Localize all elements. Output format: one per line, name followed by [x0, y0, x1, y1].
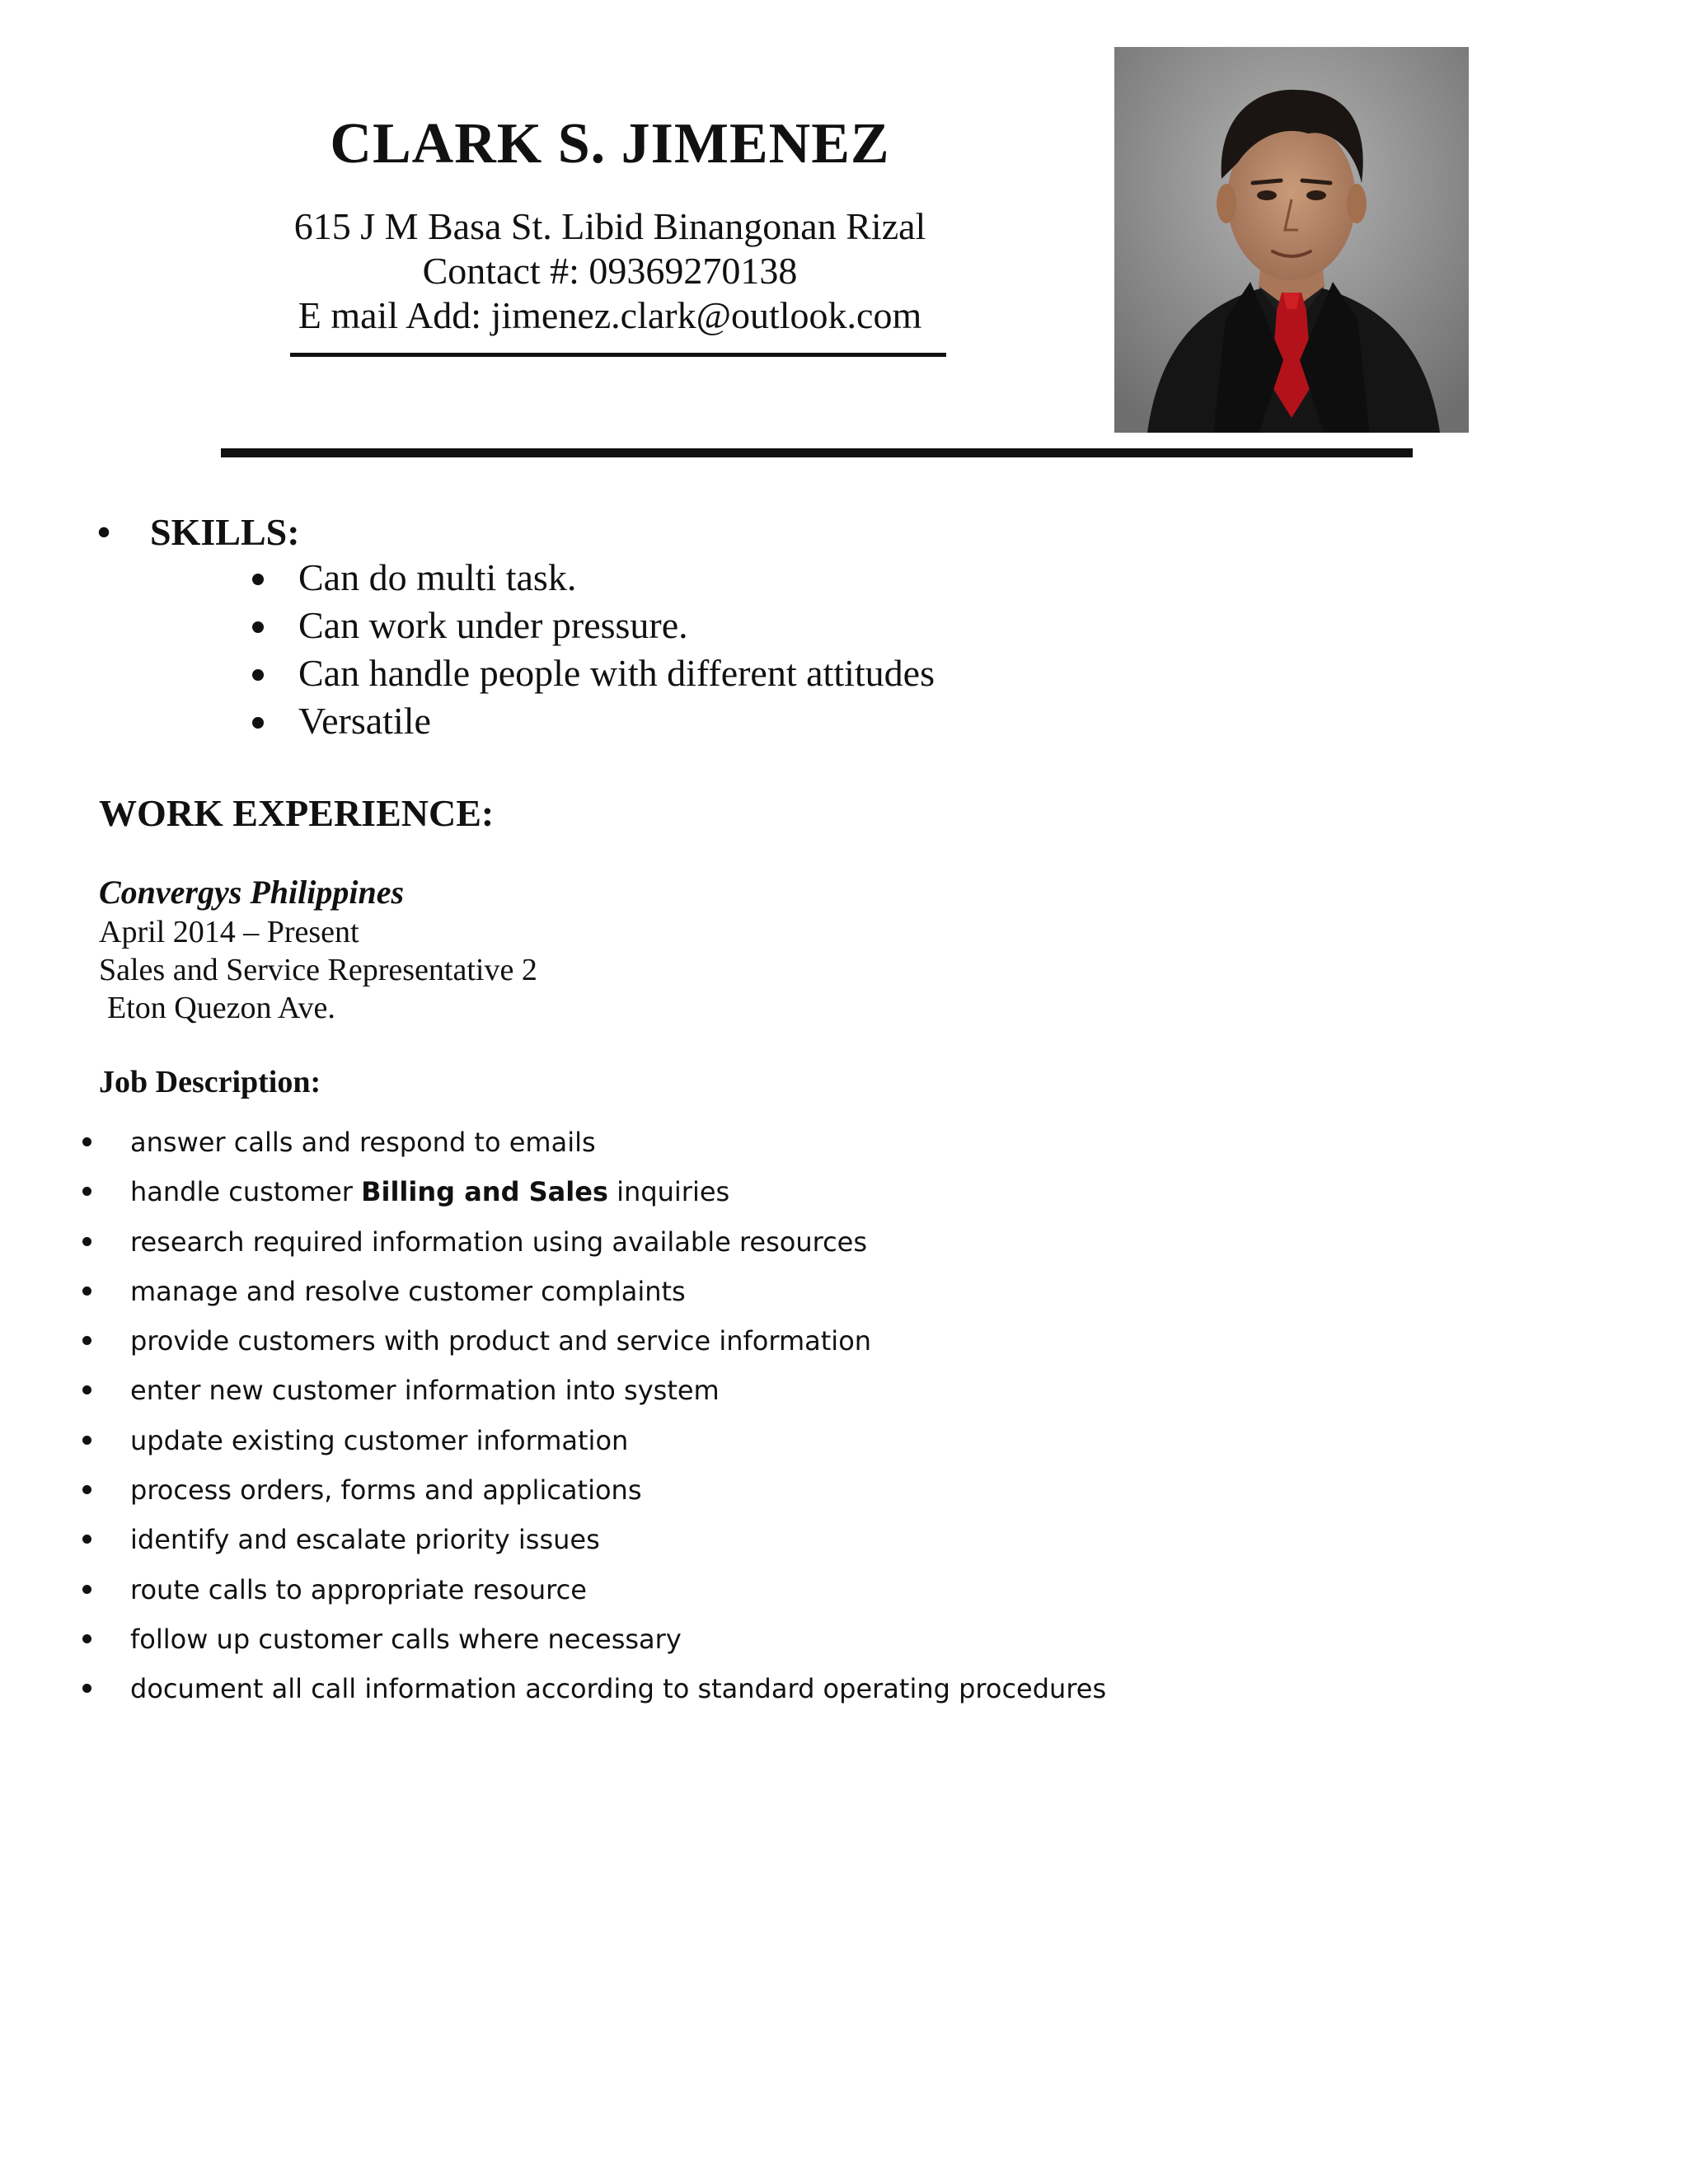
skill-text: Can work under pressure.: [298, 604, 688, 646]
employment-dates: April 2014 – Present: [99, 915, 359, 949]
job-description-list: [79, 1118, 1106, 1714]
job-duty-item: [79, 1615, 1106, 1664]
skills-heading-text: SKILLS:: [150, 511, 300, 553]
job-duty-item: [79, 1267, 1106, 1316]
bullet-icon: [82, 1237, 91, 1246]
duty-text: route calls to appropriate resource: [130, 1573, 587, 1605]
bullet-icon: [82, 1684, 91, 1693]
job-duty-item: [79, 1565, 1106, 1615]
skill-item: [247, 602, 935, 649]
duty-emphasis: Billing and Sales: [361, 1176, 608, 1208]
profile-photo: [1114, 47, 1469, 433]
duty-text: research required information using available resources: [130, 1226, 868, 1258]
job-duty-item: [79, 1416, 1106, 1465]
address: 615 J M Basa St. Libid Binangonan Rizal: [293, 205, 926, 247]
duty-text: update existing customer information: [130, 1424, 629, 1456]
skill-text: Can do multi task.: [298, 556, 577, 598]
skills-list: [247, 554, 935, 745]
bullet-icon: [82, 1187, 91, 1196]
bullet-icon: [82, 1286, 91, 1296]
skill-text: Can handle people with different attitudes: [298, 652, 935, 694]
duty-text: identify and escalate priority issues: [130, 1524, 600, 1556]
applicant-name: CLARK S. JIMENEZ: [330, 112, 890, 176]
bullet-icon: [252, 717, 264, 729]
duty-text: enter new customer information into system: [130, 1375, 720, 1407]
contact-number: Contact #: 09369270138: [422, 250, 798, 292]
duty-text-end: inquiries: [607, 1176, 730, 1208]
company-name: Convergys Philippines: [99, 874, 405, 911]
job-duty-item: [79, 1316, 1106, 1366]
skill-item: [247, 697, 935, 745]
job-description-heading: Job Description:: [99, 1065, 321, 1099]
resume-header: [280, 107, 940, 338]
bullet-icon: [82, 1336, 91, 1345]
job-duty-item: [79, 1167, 1106, 1216]
duty-text: document all call information according to standard operating procedures: [130, 1673, 1107, 1705]
skill-item: [247, 554, 935, 602]
bullet-icon: [82, 1436, 91, 1445]
bullet-icon: [82, 1485, 91, 1494]
bullet-icon: [82, 1385, 91, 1394]
bullet-icon: [252, 621, 264, 633]
bullet-icon: [82, 1634, 91, 1643]
work-location: Eton Quezon Ave.: [107, 991, 335, 1025]
job-title: Sales and Service Representative 2: [99, 953, 537, 987]
job-duty-item: [79, 1515, 1106, 1564]
bullet-icon: [82, 1535, 91, 1544]
job-duty-item: [79, 1366, 1106, 1415]
bullet-icon: [82, 1137, 91, 1146]
bullet-icon: [82, 1585, 91, 1594]
job-duty-item: [79, 1217, 1106, 1267]
duty-text: process orders, forms and applications: [130, 1474, 642, 1507]
header-divider: [221, 448, 1413, 457]
skills-section-heading: [97, 508, 300, 557]
skill-item: [247, 649, 935, 697]
duty-text: manage and resolve customer complaints: [130, 1275, 686, 1307]
bullet-icon: [252, 574, 264, 585]
duty-text: handle customer: [130, 1176, 362, 1208]
duty-text: answer calls and respond to emails: [130, 1127, 596, 1158]
duty-text: provide customers with product and service information: [130, 1325, 872, 1357]
job-duty-item: [79, 1118, 1106, 1167]
bullet-icon: [252, 669, 264, 681]
bullet-icon: •: [97, 511, 111, 553]
email-underline: [290, 353, 946, 357]
email-address: E mail Add: jimenez.clark@outlook.com: [298, 294, 922, 336]
work-experience-heading: WORK EXPERIENCE:: [99, 792, 495, 834]
job-duty-item: [79, 1465, 1106, 1515]
job-duty-item: [79, 1664, 1106, 1713]
duty-text: follow up customer calls where necessary: [130, 1623, 682, 1655]
skill-text: Versatile: [298, 700, 431, 742]
